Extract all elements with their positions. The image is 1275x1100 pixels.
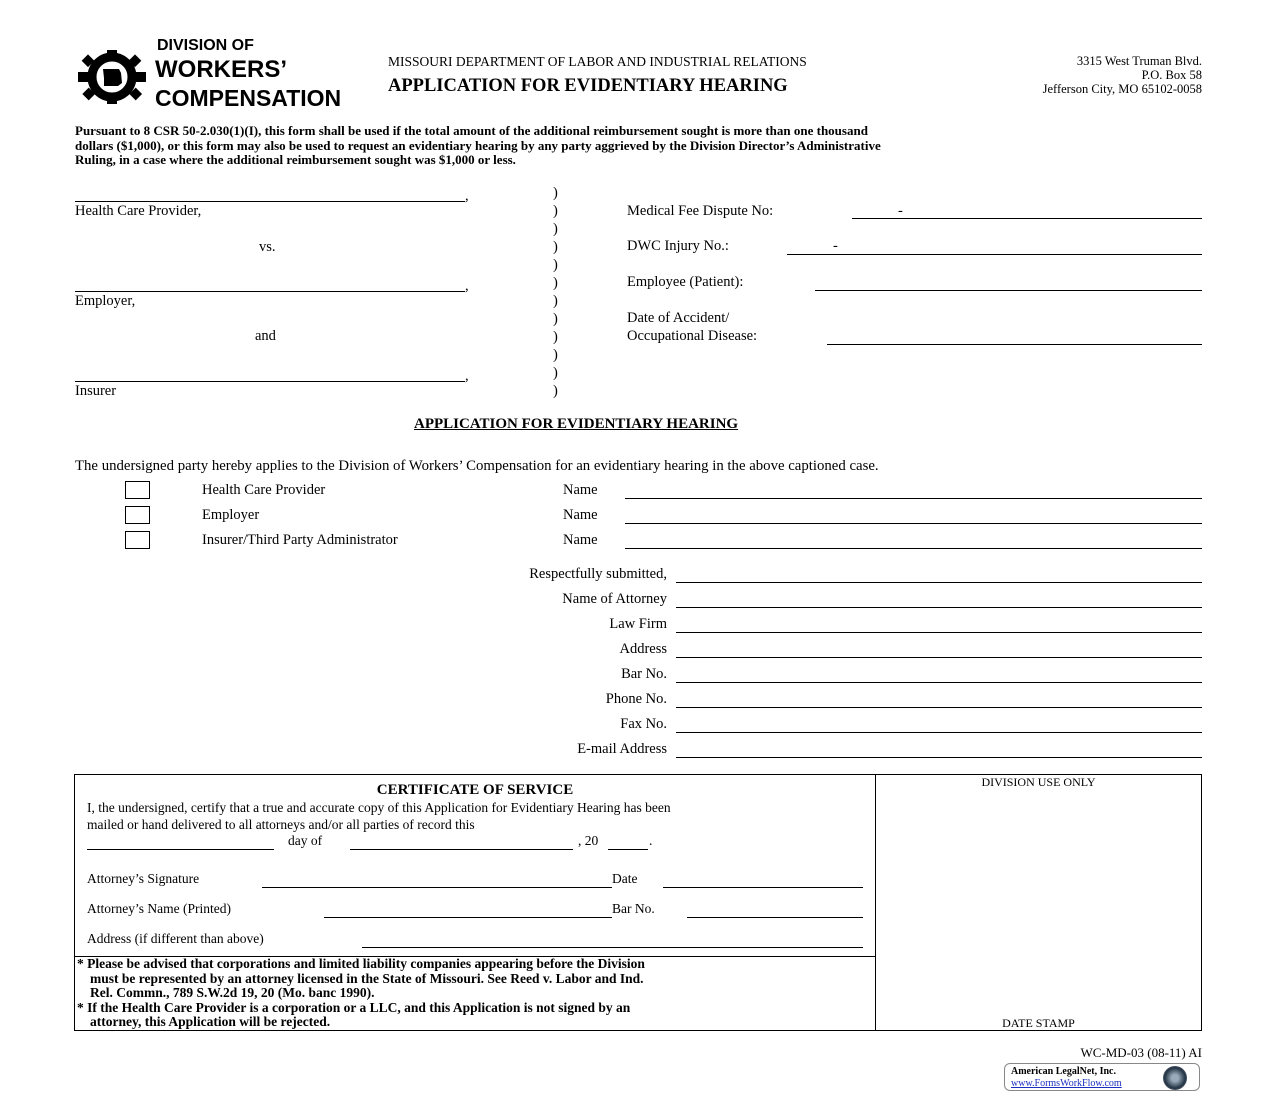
submission-field[interactable] — [676, 582, 1202, 583]
logo-line1: DIVISION OF — [157, 37, 254, 54]
paren: ) — [553, 383, 558, 399]
year-field[interactable] — [608, 849, 648, 850]
cert-bar-field[interactable] — [687, 917, 863, 918]
date-label: Date — [612, 871, 638, 886]
intro-line: Pursuant to 8 CSR 50-2.030(1)(I), this form shall be used if the total amount of the additional reimbursement sought is more than one thousand — [75, 123, 868, 138]
division-use-only: DIVISION USE ONLY — [981, 775, 1096, 789]
submission-field[interactable] — [676, 707, 1202, 708]
comma: , — [465, 278, 469, 294]
submission-label: Respectfully submitted, — [529, 566, 667, 582]
address-line: Jefferson City, MO 65102-0058 — [1042, 82, 1202, 96]
paren: ) — [553, 203, 558, 219]
submission-field[interactable] — [676, 632, 1202, 633]
intro-line: Ruling, in a case where the additional reimbursement sought was $1,000 or less. — [75, 152, 516, 167]
logo-line3: COMPENSATION — [155, 85, 342, 111]
signature-field[interactable] — [262, 887, 612, 888]
date-label-2: Occupational Disease: — [627, 328, 758, 344]
submission-label: Law Firm — [609, 616, 667, 632]
employer-name-line[interactable] — [75, 291, 465, 292]
month-field[interactable] — [350, 849, 573, 850]
party-checkbox[interactable] — [125, 481, 150, 499]
party-checkbox[interactable] — [125, 531, 150, 549]
injury-no-field[interactable] — [787, 254, 1202, 255]
certificate-text: I, the undersigned, certify that a true and accurate copy of this Application for Evidentiary Hearing has been — [87, 800, 671, 815]
division-address — [1043, 54, 1202, 96]
name-label: Name — [563, 507, 598, 523]
cert-date-field[interactable] — [663, 887, 863, 888]
intro-text — [75, 124, 881, 168]
vendor-name: American LegalNet, Inc. — [1011, 1066, 1116, 1077]
paren: ) — [553, 347, 558, 363]
note-line: * Please be advised that corporations and limited liability companies appearing before the Division — [77, 956, 645, 971]
paren: ) — [553, 311, 558, 327]
party-label: Insurer/Third Party Administrator — [202, 532, 398, 548]
date-stamp-label: DATE STAMP — [1002, 1016, 1075, 1030]
alt-address-label: Address (if different than above) — [87, 931, 264, 946]
submission-field[interactable] — [676, 757, 1202, 758]
dash: - — [898, 203, 903, 219]
logo-line2: WORKERS’ — [155, 56, 287, 83]
day-field[interactable] — [87, 849, 274, 850]
party-name-field[interactable] — [625, 548, 1202, 549]
party-checkbox[interactable] — [125, 506, 150, 524]
caption-parens — [553, 184, 558, 400]
note-line: * If the Health Care Provider is a corporation or a LLC, and this Application is not signed by an — [77, 999, 631, 1015]
globe-icon — [1163, 1066, 1187, 1090]
dispute-label: Medical Fee Dispute No: — [627, 203, 774, 219]
submission-label: Bar No. — [621, 666, 667, 682]
and-label: and — [255, 328, 276, 344]
paren: ) — [553, 275, 558, 291]
submission-field[interactable] — [676, 657, 1202, 658]
submission-label: Name of Attorney — [562, 591, 667, 607]
paren: ) — [553, 329, 558, 345]
notes — [77, 957, 645, 1030]
paren: ) — [553, 257, 558, 273]
paren: ) — [553, 221, 558, 237]
submission-field[interactable] — [676, 607, 1202, 608]
employee-label: Employee (Patient): — [627, 274, 744, 290]
name-label: Name — [563, 532, 598, 548]
submission-field[interactable] — [676, 682, 1202, 683]
insurer-label: Insurer — [75, 383, 117, 399]
signature-label: Attorney’s Signature — [87, 871, 200, 886]
paren: ) — [553, 185, 558, 201]
submission-field[interactable] — [676, 732, 1202, 733]
vendor-badge — [1004, 1063, 1200, 1091]
day-of-label: day of — [288, 833, 323, 848]
address-line: 3315 West Truman Blvd. — [1076, 54, 1202, 68]
submission-label: Phone No. — [605, 691, 667, 707]
year-label: , 20 — [578, 833, 599, 848]
period: . — [649, 833, 653, 848]
department-name: MISSOURI DEPARTMENT OF LABOR AND INDUSTRIAL RELATIONS — [388, 54, 807, 69]
provider-label: Health Care Provider, — [75, 203, 202, 219]
submission-label: E-mail Address — [577, 741, 667, 757]
statement: The undersigned party hereby applies to the Division of Workers’ Compensation for an evidentiary hearing in the above captioned case. — [75, 458, 879, 474]
dispute-no-field[interactable] — [852, 218, 1202, 219]
divider — [875, 774, 876, 1031]
employer-label: Employer, — [75, 293, 136, 309]
printed-name-field[interactable] — [324, 917, 612, 918]
address-line: P.O. Box 58 — [1141, 68, 1202, 82]
party-name-field[interactable] — [625, 523, 1202, 524]
party-label: Health Care Provider — [202, 482, 326, 498]
intro-line: dollars ($1,000), or this form may also be used to request an evidentiary hearing by any party aggrieved by the Division Director’s Administrative — [75, 137, 881, 153]
comma: , — [465, 188, 469, 204]
date-label-1: Date of Accident/ — [627, 310, 730, 326]
certificate-text: mailed or hand delivered to all attorneys and/or all parties of record this — [87, 817, 475, 832]
note-line: attorney, this Application will be rejected. — [90, 1014, 331, 1030]
paren: ) — [553, 365, 558, 381]
dash: - — [833, 238, 838, 254]
note-line: must be represented by an attorney licensed in the State of Missouri. See Reed v. Labor and Ind. — [90, 970, 644, 986]
submission-label: Address — [619, 641, 667, 657]
provider-name-line[interactable] — [75, 201, 465, 202]
note-line: Rel. Commn., 789 S.W.2d 19, 20 (Mo. banc 1990). — [90, 985, 375, 1001]
injury-label: DWC Injury No.: — [627, 238, 729, 254]
certificate-title: CERTIFICATE OF SERVICE — [376, 782, 574, 798]
submission-label: Fax No. — [620, 716, 667, 732]
name-label: Name — [563, 482, 598, 498]
paren: ) — [553, 239, 558, 255]
section-title: APPLICATION FOR EVIDENTIARY HEARING — [414, 416, 739, 432]
gear-logo-icon — [74, 50, 150, 104]
paren: ) — [553, 293, 558, 309]
bar-label: Bar No. — [612, 901, 655, 916]
printed-name-label: Attorney’s Name (Printed) — [87, 901, 231, 916]
insurer-name-line[interactable] — [75, 381, 465, 382]
party-name-field[interactable] — [625, 498, 1202, 499]
vs-label: vs. — [259, 239, 276, 255]
form-title: APPLICATION FOR EVIDENTIARY HEARING — [388, 76, 788, 96]
date-field[interactable] — [827, 344, 1202, 345]
form-number: WC-MD-03 (08-11) AI — [1080, 1045, 1202, 1060]
employee-field[interactable] — [815, 290, 1202, 291]
alt-address-field[interactable] — [362, 947, 863, 948]
comma: , — [465, 368, 469, 384]
vendor-link[interactable]: www.FormsWorkFlow.com — [1011, 1078, 1122, 1089]
party-label: Employer — [202, 507, 260, 523]
